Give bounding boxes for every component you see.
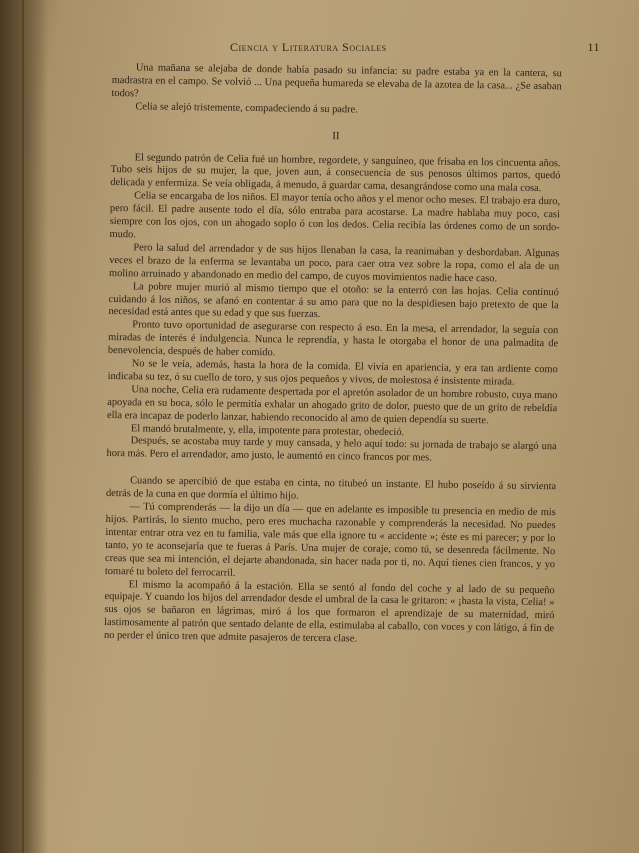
paragraph: La pobre mujer murió al mismo tiempo que el otoño: se la enterró con las hojas. Celia continuó cuidando á los niños, se afanó en contentar á su amo para que no la despidiesen bajo pretexto de que la necesidad está antes que su edad y que sus fuerzas. bbox=[108, 280, 559, 321]
paragraph: El mandó brutalmente, y, ella, impotente para protestar, obedeció. bbox=[130, 422, 405, 438]
body-text bbox=[104, 62, 562, 649]
running-title: Ciencia y Literatura Sociales bbox=[230, 40, 387, 54]
paragraph: Celia se alejó tristemente, compadeciendo á su padre. bbox=[135, 101, 358, 116]
paragraph: Pero la salud del arrendador y de sus hijos llenaban la casa, la reanimaban y desbordaban. Algunas veces el brazo de la enferma se levantaba un poco, para caer otra vez sobre la ropa, como el ala de un molino arruinado y abandonado en medio del campo, de cuyos movimientos nadie hace caso. bbox=[108, 242, 560, 285]
paragraph: El mismo la acompañó á la estación. Ella se sentó al fondo del coche y al lado de su pequeño equipaje. Y cuando los hijos del arrendador desde el umbral de la casa le gritaron: « ¡hasta la vista, Celia! » sus ojos se bañaron en lágrimas, miró á los que formaron el aprendizaje de su maternidad, miró lastimosamente al patrón que sentado delante de ella, estimulaba al caballo, con voces y con látigo, á fin de no perder el único tren que admite pasajeros de tercera clase. bbox=[103, 578, 555, 645]
paragraph: Pronto tuvo oportunidad de asegurarse con respecto á eso. En la mesa, el arrendador, la seguía con miradas de interés é indulgencia. Nunca le reprendía, y hasta le otorgaba el honor de una palmadita de benevolencia, después de haber comido. bbox=[107, 319, 559, 359]
paragraph: Cuando se apercibió de que estaba en cinta, no titubeó un instante. El hubo poseído á su sirvienta detrás de la cuna en que dormía el último hijo. bbox=[105, 475, 557, 502]
paragraph: El segundo patrón de Celia fué un hombre, regordete, y sanguíneo, que frisaba en los cincuenta años. Tubo seis hijos de su mujer, la que, joven aun, á consecuencia de sus penosos últimos partos, quedó delicada y enfermiza. Se veía obligada, á menudo, á guardar cama, desangrándose como una mala cosa. bbox=[110, 151, 561, 195]
running-header bbox=[230, 40, 600, 55]
paragraph: Una noche, Celia era rudamente despertada por el apretón asolador de un hombre robusto, cuya mano apoyada en su boca, sólo le permitía exhalar un ahogado grito de dolor, puesto que de un grito de rebeldía ella era incapaz de poderlo lanzar, habiendo reconocido al amo de quien dependía su suerte. bbox=[106, 384, 558, 426]
paragraph: Después, se acostaba muy tarde y muy cansada, y helo aquí todo: su jornada de trabajo se alargó una hora más. Pero el arrendador, amo justo, le aumentó en cinco francos por mes. bbox=[106, 435, 557, 464]
page-number: 11 bbox=[587, 40, 600, 54]
paragraph: No se le veía, además, hasta la hora de la comida. El vivía en apariencia, y era tan ardiente como indicaba su tez, ó su cuello de toro, y sus ojos pequeños y vivos, de molestosa é insistente mirada. bbox=[107, 358, 558, 388]
page-binding-shadow bbox=[0, 0, 48, 853]
paragraph: Una mañana se alejaba de donde había pasado su infancia: su padre estaba ya en la cantera, su madrastra en el campo. Se volvió ... Una pequeña humareda se elevaba de la azotea de la casa... ¿Se asaban todos? bbox=[111, 62, 562, 100]
paragraph: Celia se encargaba de los niños. El mayor tenía ocho años y el menor ocho meses. El trabajo era duro, pero fácil. El padre ausente todo el día, sólo entraba para acostarse. La madre hablaba muy poco, casi siempre con los ojos, con un ahogado soplo ó con los dedos. Celia recibía las órdenes como de un sordo-mudo. bbox=[109, 190, 561, 241]
page-crease bbox=[22, 0, 24, 853]
paragraph: — Tú comprenderás — la dijo un día — que en adelante es imposible tu presencia en medio de mis hijos. Partirás, lo siento mucho, pero eres muchacha razonable y comprenderás la necesidad. No puedes intentar entrar otra vez en tu familia, vale más que ella ignore tu « accidente »; éste es mi parecer; y por lo tanto, yo te aconsejaría que te fueras á París. Una mujer de coraje, como tú, se desenreda fácilmente. No creas que sea mi intención, el dejarte abandonada, sin hacer nada por ti, no. Aquí tienes cien francos, y yo tomaré tu boleto del ferrocarril. bbox=[104, 501, 556, 579]
section-number: II bbox=[332, 129, 340, 142]
